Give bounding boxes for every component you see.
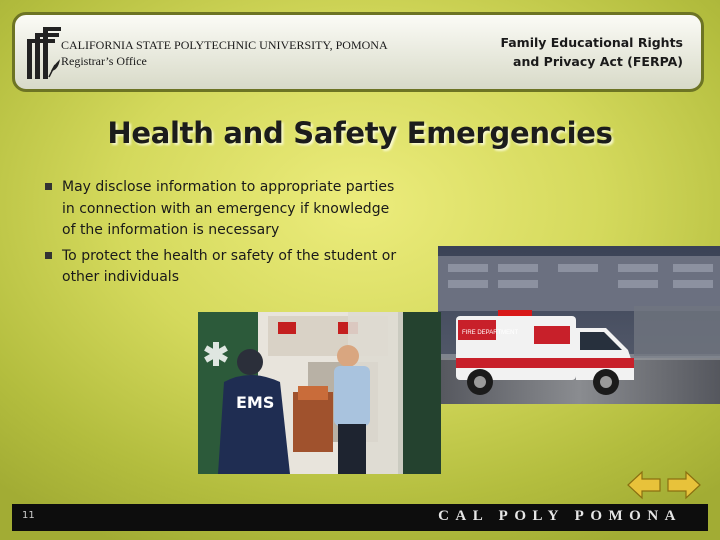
bullet-item [42,177,402,242]
ems-jacket-label: EMS [236,393,275,412]
bullet-text: May disclose information to appropriate parties in connection with an emergency if knowledge of the information is necessary [62,179,395,238]
university-name: CALIFORNIA STATE POLYTECHNIC UNIVERSITY, POMONA [61,38,388,52]
footer-bar [12,504,708,531]
bullet-item [42,246,402,289]
footer-brand: CAL POLY POMONA [438,508,682,524]
ferpa-topic-line1: Family Educational Rights [500,35,683,50]
ferpa-topic-line2: and Privacy Act (FERPA) [513,54,683,69]
bullet-list [42,177,402,293]
slide-navigation [626,470,706,502]
bullet-square-icon [45,252,52,259]
cal-poly-logo-icon [25,25,61,81]
office-name: Registrar’s Office [61,54,147,68]
arrow-right-icon[interactable] [666,470,702,500]
bullet-square-icon [45,183,52,190]
header-banner [12,12,704,92]
ambulance-label: FIRE DEPARTMENT [462,330,519,336]
slide-title: Health and Safety Emergencies [107,116,613,150]
arrow-left-icon[interactable] [626,470,662,500]
ems-crew-photo [198,312,441,474]
ferpa-topic [500,33,683,71]
page-number: 11 [22,510,35,521]
ambulance-photo [438,246,720,404]
bullet-text: To protect the health or safety of the student or other individuals [62,247,397,285]
